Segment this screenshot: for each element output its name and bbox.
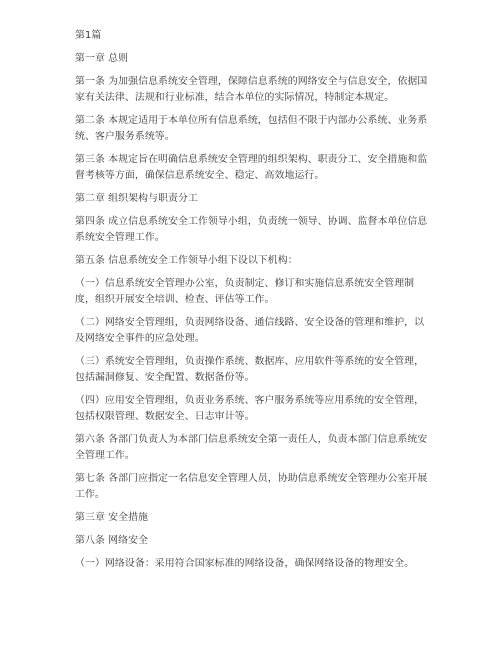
article-paragraph: 第六条 各部门负责人为本部门信息系统安全第一责任人，负责本部门信息系统安全管理工作。 [75,433,428,462]
document-body [75,28,433,572]
clause-paragraph: （三）系统安全管理组，负责操作系统、数据库、应用软件等系统的安全管理，包括漏洞修复、安全配置、数据备份等。 [75,355,425,384]
section-title: 第1篇 [75,30,102,41]
article-paragraph: 第四条 成立信息系统安全工作领导小组，负责统一领导、协调、监督本单位信息系统安全管理工作。 [75,215,428,243]
article-paragraph: 第七条 各部门应指定一名信息安全管理人员，协助信息系统安全管理办公室开展工作。 [75,473,428,501]
article-paragraph: 第五条 信息系统安全工作领导小组下设以下机构： [75,254,298,266]
clause-paragraph: （一）信息系统安全管理办公室，负责制定、修订和实施信息系统安全管理制度，组织开展安全培训、检查、评估等工作。 [75,277,415,305]
clause-paragraph: （二）网络安全管理组，负责网络设备、通信线路、安全设备的管理和维护，以及网络安全事件的应急处理。 [75,316,425,344]
clause-paragraph: （一）网络设备：采用符合国家标准的网络设备，确保网络设备的物理安全。 [75,557,415,569]
chapter-heading: 第三章 安全措施 [75,512,149,524]
article-paragraph: 第一条 为加强信息系统安全管理，保障信息系统的网络安全与信息安全，依据国家有关法律、法规和行业标准，结合本单位的实际情况，特制定本规定。 [75,75,428,103]
chapter-heading: 第二章 组织架构与职责分工 [75,192,198,204]
article-paragraph: 第八条 网络安全 [75,534,149,546]
article-paragraph: 第三条 本规定旨在明确信息系统安全管理的组织架构、职责分工、安全措施和监督考核等方面，确保信息系统安全、稳定、高效地运行。 [75,153,428,182]
clause-paragraph: （四）应用安全管理组，负责业务系统、客户服务系统等应用系统的安全管理，包括权限管理、数据安全、日志审计等。 [75,394,425,423]
chapter-heading: 第一章 总则 [75,52,129,64]
article-paragraph: 第二条 本规定适用于本单位所有信息系统，包括但不限于内部办公系统、业务系统、客户服务系统等。 [75,114,428,142]
